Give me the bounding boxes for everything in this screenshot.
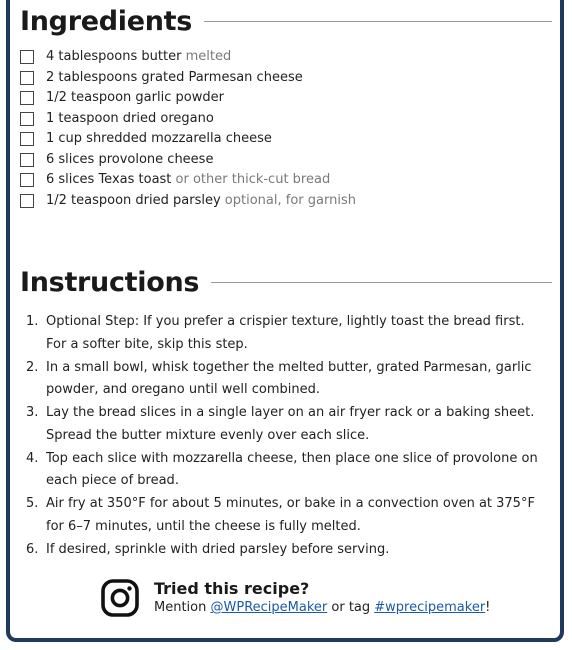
ingredients-title: Ingredients	[20, 5, 193, 37]
ingredient-text: 1/2 teaspoon garlic powder	[46, 90, 224, 105]
ingredient-item	[20, 191, 550, 212]
step-number: 2.	[26, 359, 39, 375]
ingredient-item	[20, 129, 550, 150]
step-number: 4.	[26, 450, 39, 466]
ingredient-note: or other thick-cut bread	[175, 172, 331, 187]
ingredient-checkbox[interactable]	[20, 91, 34, 105]
ingredients-list	[20, 47, 550, 211]
instagram-icon[interactable]	[100, 578, 140, 618]
step-text: If desired, sprinkle with dried parsley before serving.	[46, 541, 390, 557]
ingredients-heading	[20, 2, 552, 40]
ingredient-item	[20, 109, 550, 130]
step-text: In a small bowl, whisk together the melted butter, grated Parmesan, garlic powder, and oregano until well combined.	[46, 359, 532, 397]
ingredient-checkbox[interactable]	[20, 153, 34, 167]
ingredient-item	[20, 150, 550, 171]
ingredient-text: 1 cup shredded mozzarella cheese	[46, 131, 272, 146]
ingredient-checkbox[interactable]	[20, 194, 34, 208]
step-number: 1.	[26, 314, 39, 329]
callout-text	[154, 579, 490, 617]
ingredient-text: 4 tablespoons butter melted	[46, 49, 232, 64]
ingredient-note: optional, for garnish	[224, 192, 356, 208]
ingredient-item	[20, 47, 550, 68]
ingredient-text: 6 slices Texas toast or other thick-cut bread	[46, 172, 331, 187]
wprecipemaker-handle-link[interactable]: @WPRecipeMaker	[210, 600, 328, 615]
ingredient-item	[20, 68, 550, 89]
tried-recipe-callout	[100, 576, 520, 620]
ingredient-text: 1/2 teaspoon dried parsley optional, for garnish	[46, 192, 356, 208]
ingredient-text: 6 slices provolone cheese	[46, 151, 214, 167]
instruction-step	[26, 357, 548, 402]
ingredient-checkbox[interactable]	[20, 132, 34, 146]
ingredient-note: melted	[185, 49, 232, 64]
callout-mention-line: Mention @WPRecipeMaker or tag #wprecipemaker!	[154, 600, 491, 615]
step-number: 5.	[26, 496, 39, 511]
wprecipemaker-hashtag-link[interactable]: #wprecipemaker	[374, 600, 486, 615]
step-text: Air fry at 350°F for about 5 minutes, or bake in a convection oven at 375°F for 6–7 minutes, until the cheese is fully melted.	[46, 496, 535, 534]
ingredient-text: 1 teaspoon dried oregano	[46, 110, 214, 126]
step-text: Top each slice with mozzarella cheese, then place one slice of provolone on each piece of bread.	[46, 450, 538, 488]
step-text: Lay the bread slices in a single layer on an air fryer rack or a baking sheet. Spread the butter mixture evenly over each slice.	[46, 405, 535, 443]
ingredient-text: 2 tablespoons grated Parmesan cheese	[46, 69, 303, 85]
instruction-step	[26, 539, 548, 562]
heading-divider	[204, 21, 552, 22]
step-text: Optional Step: If you prefer a crispier texture, lightly toast the bread first. For a softer bite, skip this step.	[46, 314, 525, 352]
instructions-heading	[20, 263, 552, 301]
instructions-list	[26, 311, 548, 562]
instruction-step	[26, 448, 548, 493]
ingredient-item	[20, 170, 550, 191]
instruction-step	[26, 493, 548, 538]
instructions-title: Instructions	[20, 266, 200, 298]
ingredient-item	[20, 88, 550, 109]
heading-divider	[211, 282, 552, 283]
instruction-step	[26, 311, 548, 356]
ingredient-checkbox[interactable]	[20, 173, 34, 187]
callout-title: Tried this recipe?	[154, 579, 310, 598]
ingredient-checkbox[interactable]	[20, 50, 34, 64]
step-number: 6.	[26, 541, 39, 557]
instruction-step	[26, 402, 548, 447]
ingredient-checkbox[interactable]	[20, 112, 34, 126]
ingredient-checkbox[interactable]	[20, 71, 34, 85]
step-number: 3.	[26, 405, 39, 420]
